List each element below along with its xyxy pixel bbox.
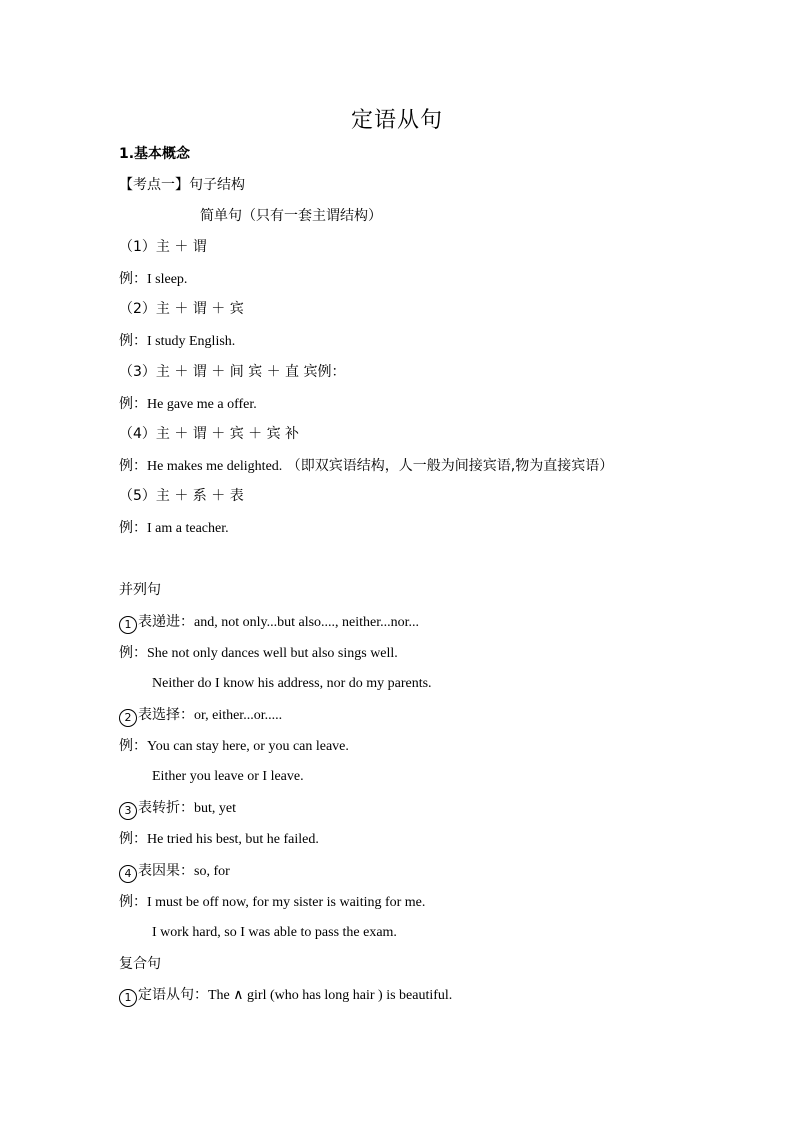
- circled-number: 2: [119, 709, 137, 727]
- example-text: I sleep.: [147, 272, 188, 287]
- complex-label: 定语从句：: [138, 987, 208, 1003]
- compound-label: 表递进：: [138, 614, 194, 630]
- compound-label: 表选择：: [138, 707, 194, 723]
- compound-label: 表因果：: [138, 863, 194, 879]
- complex-heading: 复合句: [119, 956, 161, 972]
- example-text: I work hard, so I was able to pass the exam.: [152, 925, 397, 940]
- simple-sentence-heading: 简单句（只有一套主谓结构）: [200, 208, 382, 224]
- example-text: Either you leave or I leave.: [152, 769, 304, 784]
- example-text: I must be off now, for my sister is waiting for me.: [147, 895, 426, 910]
- complex-example: The ∧ girl (who has long hair ) is beautiful.: [208, 988, 453, 1003]
- compound-words: so, for: [194, 864, 230, 879]
- compound-item: [119, 862, 230, 883]
- pattern-example: [119, 457, 613, 476]
- pattern-label: （5）主 ＋ 系 ＋ 表: [119, 488, 244, 504]
- compound-heading: 并列句: [119, 582, 161, 598]
- pattern-example: [119, 395, 257, 414]
- compound-words: or, either...or.....: [194, 708, 283, 723]
- page-title: 定语从句: [350, 108, 443, 133]
- pattern-label: （3）主 ＋ 谓 ＋ 间 宾 ＋ 直 宾例：: [119, 364, 346, 380]
- compound-item: [119, 799, 236, 820]
- pattern-label: （4）主 ＋ 谓 ＋ 宾 ＋ 宾 补: [119, 426, 300, 442]
- example-text: She not only dances well but also sings well.: [147, 646, 398, 661]
- circled-number: 1: [119, 616, 137, 634]
- pattern-example: [119, 332, 235, 351]
- pattern-label: （2）主 ＋ 谓 ＋ 宾: [119, 301, 244, 317]
- compound-label: 表转折：: [138, 800, 194, 816]
- circled-number: 4: [119, 865, 137, 883]
- circled-number: 1: [119, 989, 137, 1007]
- complex-item: [119, 986, 452, 1007]
- compound-example: [119, 830, 319, 849]
- point-one-heading: 【考点一】句子结构: [119, 177, 245, 193]
- example-prefix: 例：: [119, 458, 147, 474]
- circled-number: 3: [119, 802, 137, 820]
- example-text: He gave me a offer.: [147, 397, 257, 412]
- pattern-label: （1）主 ＋ 谓: [119, 239, 207, 255]
- compound-item: [119, 706, 282, 727]
- compound-words: but, yet: [194, 801, 236, 816]
- example-prefix: 例：: [119, 520, 147, 536]
- compound-example: [119, 893, 425, 912]
- example-prefix: 例：: [119, 333, 147, 349]
- example-note: （即双宾语结构，人一般为间接宾语,物为直接宾语）: [286, 458, 614, 474]
- example-text: You can stay here, or you can leave.: [147, 739, 349, 754]
- section-heading-basic: 1.基本概念: [119, 146, 191, 162]
- compound-example: [119, 737, 349, 756]
- compound-words: and, not only...but also...., neither...nor...: [194, 615, 420, 630]
- compound-item: [119, 613, 419, 634]
- pattern-example: [119, 519, 229, 538]
- example-text: I study English.: [147, 334, 236, 349]
- example-text: He makes me delighted.: [147, 459, 283, 474]
- example-text: I am a teacher.: [147, 521, 229, 536]
- example-prefix: 例：: [119, 738, 147, 754]
- example-prefix: 例：: [119, 271, 147, 287]
- example-prefix: 例：: [119, 396, 147, 412]
- example-prefix: 例：: [119, 645, 147, 661]
- compound-example: [119, 644, 398, 663]
- example-text: Neither do I know his address, nor do my parents.: [152, 676, 432, 691]
- example-prefix: 例：: [119, 894, 147, 910]
- example-text: He tried his best, but he failed.: [147, 832, 319, 847]
- pattern-example: [119, 270, 187, 289]
- example-prefix: 例：: [119, 831, 147, 847]
